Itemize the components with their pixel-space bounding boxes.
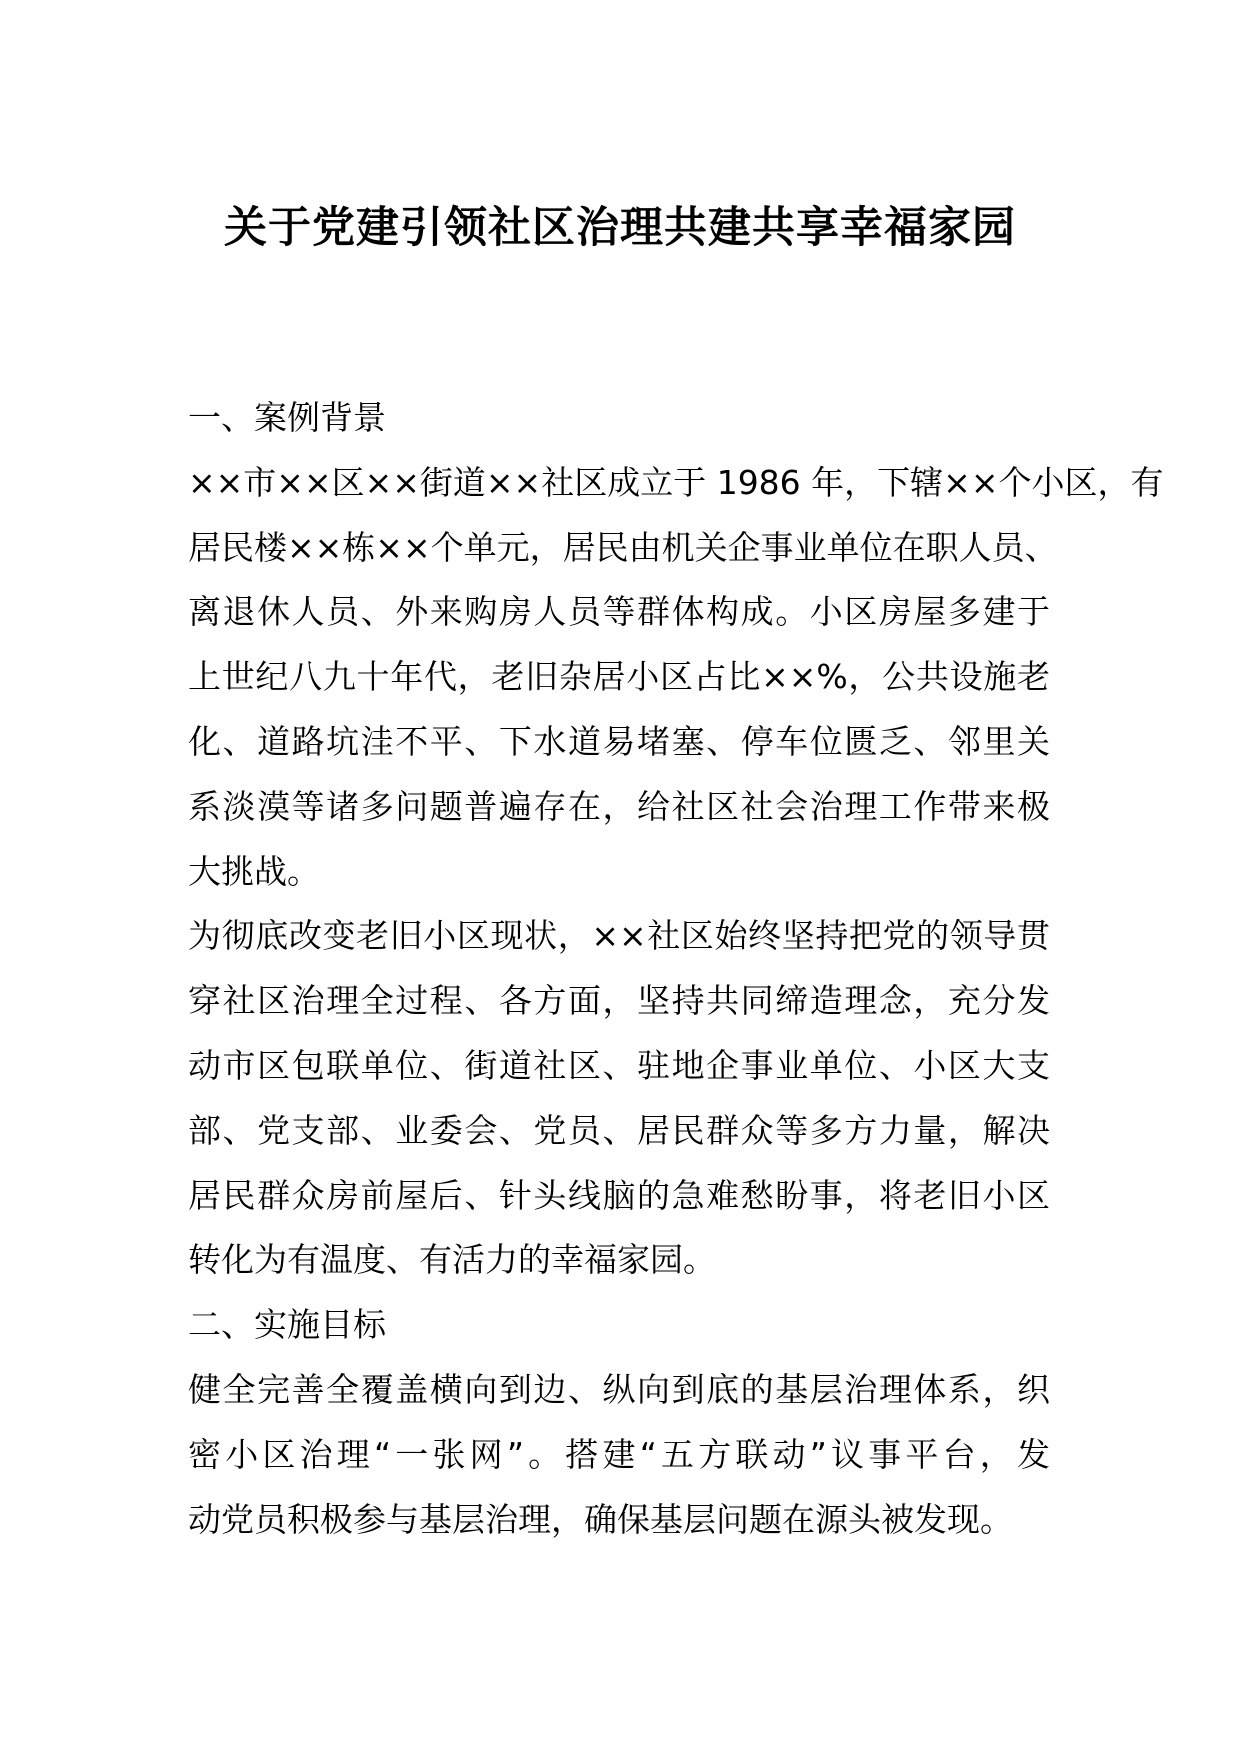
paragraph-line: 化、道路坑洼不平、下水道易堵塞、停车位匮乏、邻里关 bbox=[188, 721, 1050, 761]
section-heading: 一、案例背景 bbox=[188, 398, 386, 437]
paragraph-line: 大挑战。 bbox=[188, 851, 320, 891]
paragraph-line: 居民群众房前屋后、针头线脑的急难愁盼事，将老旧小区 bbox=[188, 1175, 1050, 1215]
paragraph-line: ××市××区××街道××社区成立于 1986 年，下辖××个小区，有 bbox=[188, 462, 1164, 502]
paragraph-line: 部、党支部、业委会、党员、居民群众等多方力量，解决 bbox=[188, 1110, 1050, 1150]
section-heading: 二、实施目标 bbox=[188, 1305, 386, 1345]
paragraph-line: 为彻底改变老旧小区现状，××社区始终坚持把党的领导贯 bbox=[188, 916, 1050, 956]
document-body bbox=[188, 386, 1164, 1552]
paragraph-line: 密小区治理“一张网”。搭建“五方联动”议事平台，发 bbox=[188, 1434, 1050, 1474]
paragraph-line: 居民楼××栋××个单元，居民由机关企事业单位在职人员、 bbox=[188, 527, 1058, 567]
paragraph-line: 动党员积极参与基层治理，确保基层问题在源头被发现。 bbox=[188, 1499, 1013, 1539]
paragraph-line: 系淡漠等诸多问题普遍存在，给社区社会治理工作带来极 bbox=[188, 786, 1050, 826]
paragraph-line: 转化为有温度、有活力的幸福家园。 bbox=[188, 1240, 716, 1280]
paragraph-line: 动市区包联单位、街道社区、驻地企事业单位、小区大支 bbox=[188, 1045, 1050, 1085]
document-title: 关于党建引领社区治理共建共享幸福家园 bbox=[224, 203, 1016, 253]
paragraph-line: 穿社区治理全过程、各方面，坚持共同缔造理念，充分发 bbox=[188, 981, 1050, 1021]
paragraph-line: 离退休人员、外来购房人员等群体构成。小区房屋多建于 bbox=[188, 592, 1050, 632]
paragraph-line: 上世纪八九十年代，老旧杂居小区占比××%，公共设施老 bbox=[188, 657, 1050, 697]
paragraph-line: 健全完善全覆盖横向到边、纵向到底的基层治理体系，织 bbox=[188, 1369, 1050, 1409]
